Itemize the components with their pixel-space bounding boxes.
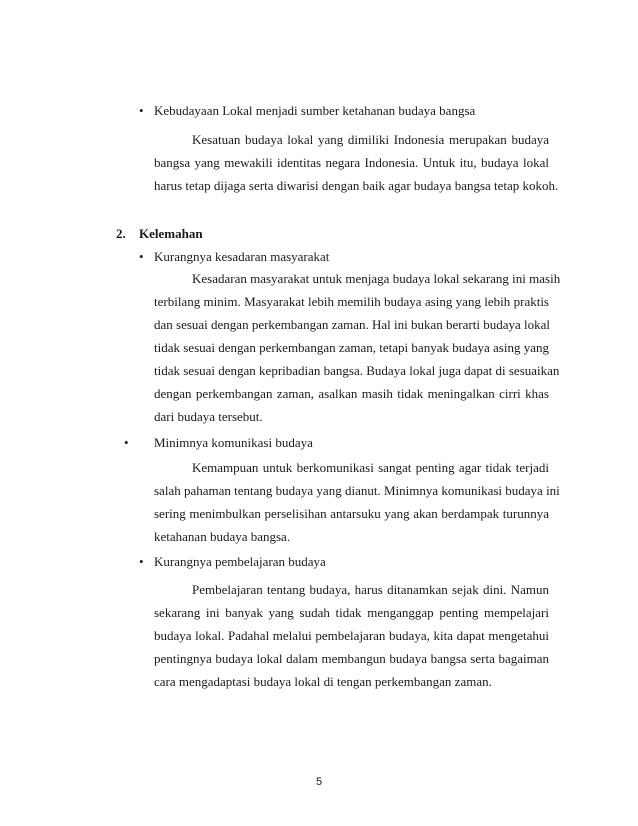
- section-heading: Kelemahan: [139, 226, 203, 241]
- paragraph-line: tidak sesuai dengan perkembangan zaman, tetapi banyak budaya asing yang: [154, 340, 549, 355]
- paragraph-line: Kesadaran masyarakat untuk menjaga budaya lokal sekarang ini masih: [192, 271, 561, 286]
- paragraph-line: dari budaya tersebut.: [154, 409, 263, 424]
- bullet-icon: •: [139, 103, 144, 118]
- page-number: 5: [315, 776, 323, 788]
- bullet-title: Kurangnya kesadaran masyarakat: [154, 249, 330, 264]
- paragraph-line: salah pahaman tentang budaya yang dianut. Minimnya komunikasi budaya ini: [154, 483, 560, 498]
- paragraph-line: bangsa yang mewakili identitas negara Indonesia. Untuk itu, budaya lokal: [154, 155, 549, 170]
- paragraph-line: harus tetap dijaga serta diwarisi dengan baik agar budaya bangsa tetap kokoh.: [154, 178, 559, 193]
- bullet-icon: •: [139, 554, 144, 569]
- bullet-icon: •: [139, 249, 144, 264]
- paragraph-line: cara mengadaptasi budaya lokal di tengan perkembangan zaman.: [154, 674, 492, 689]
- paragraph-line: sering menimbulkan perselisihan antarsuku yang akan berdampak turunnya: [154, 506, 549, 521]
- paragraph-line: Pembelajaran tentang budaya, harus ditanamkan sejak dini. Namun: [192, 582, 549, 597]
- paragraph-line: pentingnya budaya lokal dalam membangun budaya bangsa serta bagaiman: [154, 651, 549, 666]
- paragraph-line: Kesatuan budaya lokal yang dimiliki Indonesia merupakan budaya: [192, 132, 549, 147]
- paragraph-line: dan sesuai dengan perkembangan zaman. Hal ini bukan berarti budaya lokal: [154, 317, 550, 332]
- section-number: 2.: [116, 226, 126, 241]
- paragraph-line: dengan perkembangan zaman, asalkan masih tidak meningalkan cirri khas: [154, 386, 549, 401]
- bullet-icon: •: [124, 435, 129, 450]
- bullet-title: Kurangnya pembelajaran budaya: [154, 554, 326, 569]
- paragraph-line: tidak sesuai dengan kepribadian bangsa. Budaya lokal juga dapat di sesuaikan: [154, 363, 560, 378]
- paragraph-line: ketahanan budaya bangsa.: [154, 529, 291, 544]
- paragraph-line: terbilang minim. Masyarakat lebih memilih budaya asing yang lebih praktis: [154, 294, 549, 309]
- paragraph-line: budaya lokal. Padahal melalui pembelajaran budaya, kita dapat mengetahui: [154, 628, 549, 643]
- paragraph-line: sekarang ini banyak yang sudah tidak menganggap penting mempelajari: [154, 605, 549, 620]
- bullet-title: Minimnya komunikasi budaya: [154, 435, 313, 450]
- paragraph-line: Kemampuan untuk berkomunikasi sangat penting agar tidak terjadi: [192, 460, 549, 475]
- bullet-title: Kebudayaan Lokal menjadi sumber ketahanan budaya bangsa: [154, 103, 476, 118]
